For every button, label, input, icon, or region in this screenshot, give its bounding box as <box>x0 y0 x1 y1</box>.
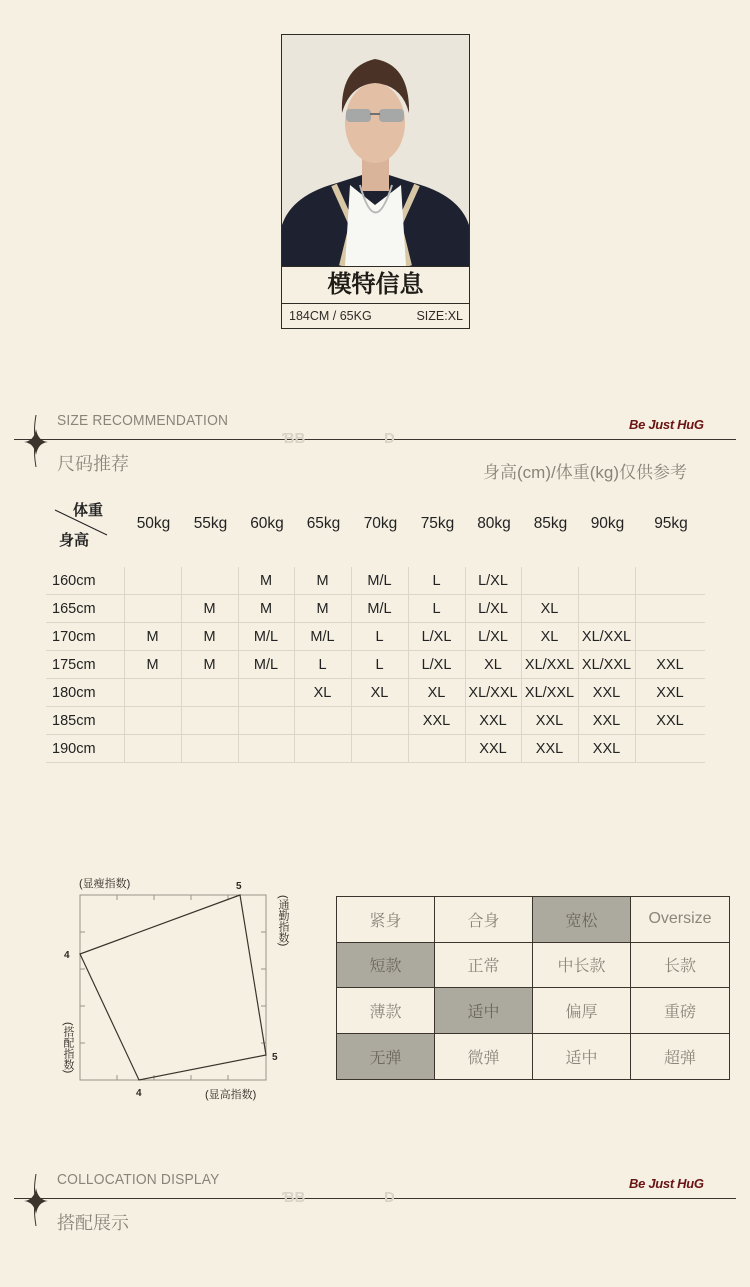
size-cell: L/XL <box>421 657 452 673</box>
size-cell: L/XL <box>478 601 508 617</box>
size-cell: XL <box>540 629 559 645</box>
size-cell: L/XL <box>478 629 508 645</box>
size-cell: XXL <box>656 657 684 673</box>
weight-header-cell: 55kg <box>193 515 228 532</box>
size-cell: XL <box>427 685 446 701</box>
height-label: 175cm <box>52 657 96 673</box>
attribute-option: 适中 <box>435 988 533 1034</box>
label-slim-index: (显瘦指数) <box>79 878 131 890</box>
size-cell: L <box>432 601 441 617</box>
size-cell: M <box>316 573 329 589</box>
model-card <box>281 34 470 329</box>
height-label: 160cm <box>52 573 96 589</box>
size-cell: XL <box>370 685 389 701</box>
row-divider <box>46 762 705 763</box>
model-photo <box>282 35 469 266</box>
row-divider <box>46 622 705 623</box>
attribute-option: 微弹 <box>435 1034 533 1080</box>
size-cell: XXL <box>592 685 621 701</box>
attribute-option: 偏厚 <box>533 988 631 1034</box>
attribute-option: Oversize <box>631 897 729 943</box>
size-cell: M <box>259 601 273 617</box>
sparkle-icon <box>14 415 48 467</box>
size-cell: M <box>146 629 159 645</box>
size-cell: M <box>203 657 216 673</box>
size-cell: XL <box>484 657 502 673</box>
row-divider <box>46 650 705 651</box>
size-cell: L <box>375 657 384 673</box>
size-cell: XL/XXL <box>581 657 632 673</box>
attribute-option: 无弹 <box>337 1034 435 1080</box>
size-table <box>0 495 750 770</box>
size-cell: M <box>203 601 216 617</box>
height-label: 165cm <box>52 601 96 617</box>
column-divider <box>294 567 295 763</box>
size-cell: XL <box>540 601 559 617</box>
column-divider <box>238 567 239 763</box>
size-cell: XL/XXL <box>581 629 632 645</box>
size-cell: XXL <box>422 713 451 729</box>
weight-header-cell: 70kg <box>363 515 398 532</box>
attribute-option: 适中 <box>533 1034 631 1080</box>
height-label: 190cm <box>52 741 96 757</box>
column-divider <box>408 567 409 763</box>
radar-polygon <box>80 895 266 1080</box>
attribute-option: 超弹 <box>663 1049 696 1067</box>
attribute-option: 短款 <box>337 943 435 989</box>
label-tall-index: (显高指数) <box>205 1089 257 1101</box>
radar-ticks <box>80 895 266 1080</box>
size-cell: XL/XXL <box>468 685 518 701</box>
watermark-logo-2: D <box>384 430 395 447</box>
brand-logo: Be Just HuG <box>629 1176 704 1191</box>
model-stats <box>282 304 469 328</box>
size-cell: M <box>316 601 329 617</box>
size-cell: XXL <box>479 741 507 757</box>
row-divider <box>46 706 705 707</box>
size-cell: L <box>432 573 441 589</box>
row-divider <box>46 594 705 595</box>
attribute-option: 薄款 <box>337 988 435 1034</box>
size-cell: L/XL <box>421 629 452 645</box>
attribute-option: 宽松 <box>533 897 631 943</box>
weight-header-cell: 80kg <box>477 515 511 532</box>
size-cell: XXL <box>479 713 507 729</box>
section-divider <box>14 1198 736 1199</box>
height-label: 180cm <box>52 685 96 701</box>
size-section-header <box>0 405 750 482</box>
attribute-option: 重磅 <box>631 988 729 1034</box>
weight-header-cell: 90kg <box>590 515 625 532</box>
section-title-cn: 尺码推荐 <box>57 454 129 474</box>
size-cell: L/XL <box>478 573 508 589</box>
size-cell: M/L <box>367 601 392 617</box>
size-cell: XXL <box>656 685 684 701</box>
weight-header-cell: 50kg <box>136 515 171 532</box>
size-cell: XXL <box>592 713 621 729</box>
column-divider <box>465 567 466 763</box>
column-divider <box>521 567 522 763</box>
row-divider <box>46 678 705 679</box>
corner-height-label: 身高 <box>59 532 90 549</box>
weight-header-cell: 95kg <box>654 515 688 532</box>
value-tall: 4 <box>136 1088 142 1099</box>
label-match-index: (搭配指数) <box>62 1022 74 1074</box>
attribute-option: 长款 <box>631 943 729 989</box>
model-size: SIZE:XL <box>416 309 463 323</box>
value-match: 4 <box>64 950 70 961</box>
size-cell: M <box>146 657 159 673</box>
size-cell: XXL <box>535 741 564 757</box>
size-cell: M <box>203 629 216 645</box>
value-slim: 5 <box>236 881 242 892</box>
column-divider <box>124 567 125 763</box>
height-label: 170cm <box>52 629 96 645</box>
size-cell: XL/XXL <box>524 685 575 701</box>
size-cell: L <box>375 629 384 645</box>
attribute-grid <box>336 896 730 1080</box>
watermark-logo-2: D <box>384 1189 395 1206</box>
attribute-option: 正常 <box>435 943 533 989</box>
size-cell: XXL <box>656 713 684 729</box>
size-cell: L <box>318 657 327 673</box>
label-commute-index: (通勤指数) <box>277 895 289 947</box>
column-divider <box>351 567 352 763</box>
weight-header-cell: 75kg <box>420 515 455 532</box>
column-divider <box>578 567 579 763</box>
index-radar <box>45 870 305 1110</box>
attribute-option: 中长款 <box>533 943 631 989</box>
weight-header-cell: 60kg <box>250 515 284 532</box>
size-cell: XL <box>313 685 332 701</box>
column-divider <box>635 567 636 763</box>
size-note: 身高(cm)/体重(kg)仅供参考 <box>483 463 687 482</box>
section-divider <box>14 439 736 440</box>
weight-header-cell: 65kg <box>306 515 341 532</box>
size-cell: M/L <box>367 573 392 589</box>
brand-logo: Be Just HuG <box>629 417 704 432</box>
height-label: 185cm <box>52 713 96 729</box>
section-title-en: SIZE RECOMMENDATION <box>57 412 229 429</box>
radar-frame <box>80 895 266 1080</box>
watermark-logo: ƁB <box>282 430 306 447</box>
model-height-weight: 184CM / 65KG <box>289 309 372 323</box>
attribute-option: 合身 <box>435 897 533 943</box>
corner-weight-label: 体重 <box>73 502 104 519</box>
row-divider <box>46 734 705 735</box>
size-cell: M/L <box>253 629 279 645</box>
size-cell: XXL <box>592 741 621 757</box>
value-commute: 5 <box>272 1052 278 1063</box>
collocation-section-header <box>0 1164 750 1234</box>
size-cell: XXL <box>535 713 564 729</box>
weight-header-cell: 85kg <box>533 515 568 532</box>
size-cell: XL/XXL <box>524 657 575 673</box>
size-cell: M <box>259 573 273 589</box>
model-title: 模特信息 <box>282 266 469 304</box>
sparkle-icon <box>14 1174 48 1226</box>
section-title-cn: 搭配展示 <box>57 1213 129 1233</box>
watermark-logo: ƁB <box>282 1189 306 1206</box>
section-title-en: COLLOCATION DISPLAY <box>57 1171 220 1188</box>
attribute-option: 紧身 <box>337 897 435 943</box>
size-cell: M/L <box>310 629 335 645</box>
column-divider <box>181 567 182 763</box>
size-cell: M/L <box>253 657 279 673</box>
